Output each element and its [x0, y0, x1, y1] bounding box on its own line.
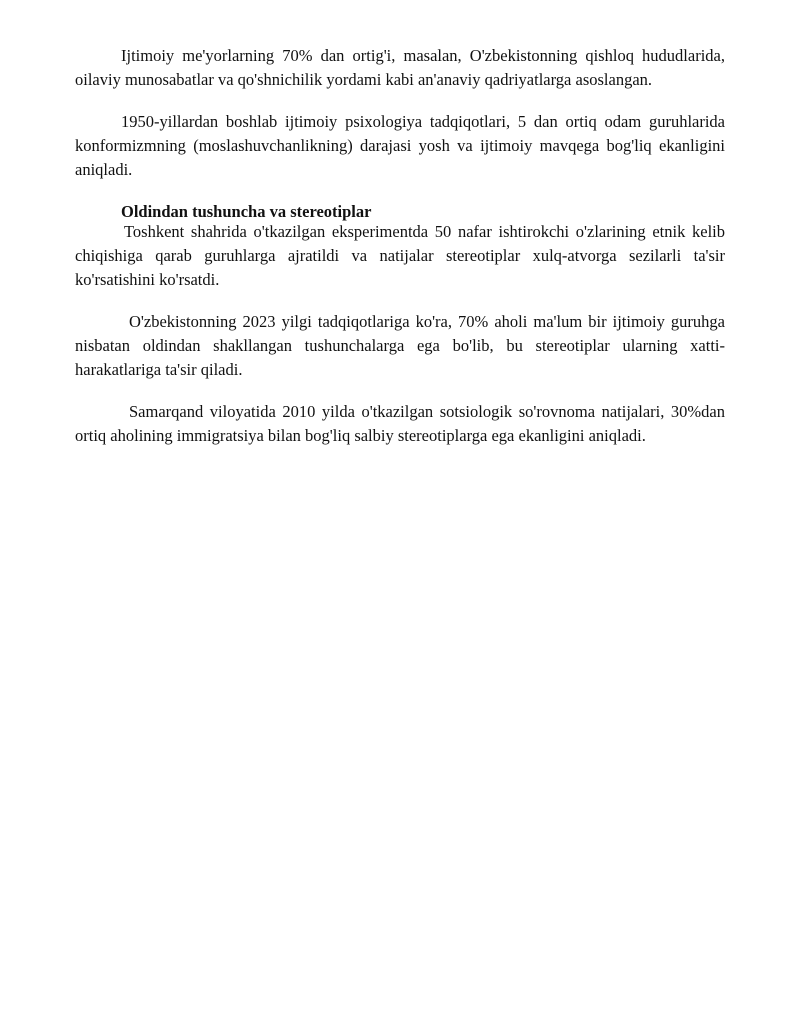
paragraph-samarkand-survey: Samarqand viloyatida 2010 yilda o'tkazilgan sotsiologik so'rovnoma natijalari, 30%dan ortiq aholining immigratsiya bilan bog'liq salbiy stereotiplarga ega ekanligini aniqladi.	[75, 402, 725, 445]
document-body	[75, 44, 725, 448]
paragraph-2023-research: O'zbekistonning 2023 yilgi tadqiqotlariga ko'ra, 70% aholi ma'lum bir ijtimoiy guruhga nisbatan oldindan shakllangan tushunchalarga ega bo'lib, bu stereotiplar ularning xatti-harakatlariga ta'sir qiladi.	[75, 312, 725, 379]
paragraph-tashkent-experiment: Toshkent shahrida o'tkazilgan eksperimentda 50 nafar ishtirokchi o'zlarining etnik kelib chiqishiga qarab guruhlarga ajratildi va natijalar stereotiplar xulq-atvorga sezilarli ta'sir ko'rsatishini ko'rsatdi.	[75, 222, 725, 289]
section-heading: Oldindan tushuncha va stereotiplar	[121, 202, 372, 221]
paragraph-conformism: 1950-yillardan boshlab ijtimoiy psixologiya tadqiqotlari, 5 dan ortiq odam guruhlarida konformizmning (moslashuvchanlikning) darajasi yosh va ijtimoiy mavqega bog'liq ekanligini aniqladi.	[75, 112, 725, 179]
paragraph-norms: Ijtimoiy me'yorlarning 70% dan ortig'i, masalan, O'zbekistonning qishloq hududlarida, oilaviy munosabatlar va qo'shnichilik yordami kabi an'anaviy qadriyatlarga asoslangan.	[75, 46, 725, 89]
